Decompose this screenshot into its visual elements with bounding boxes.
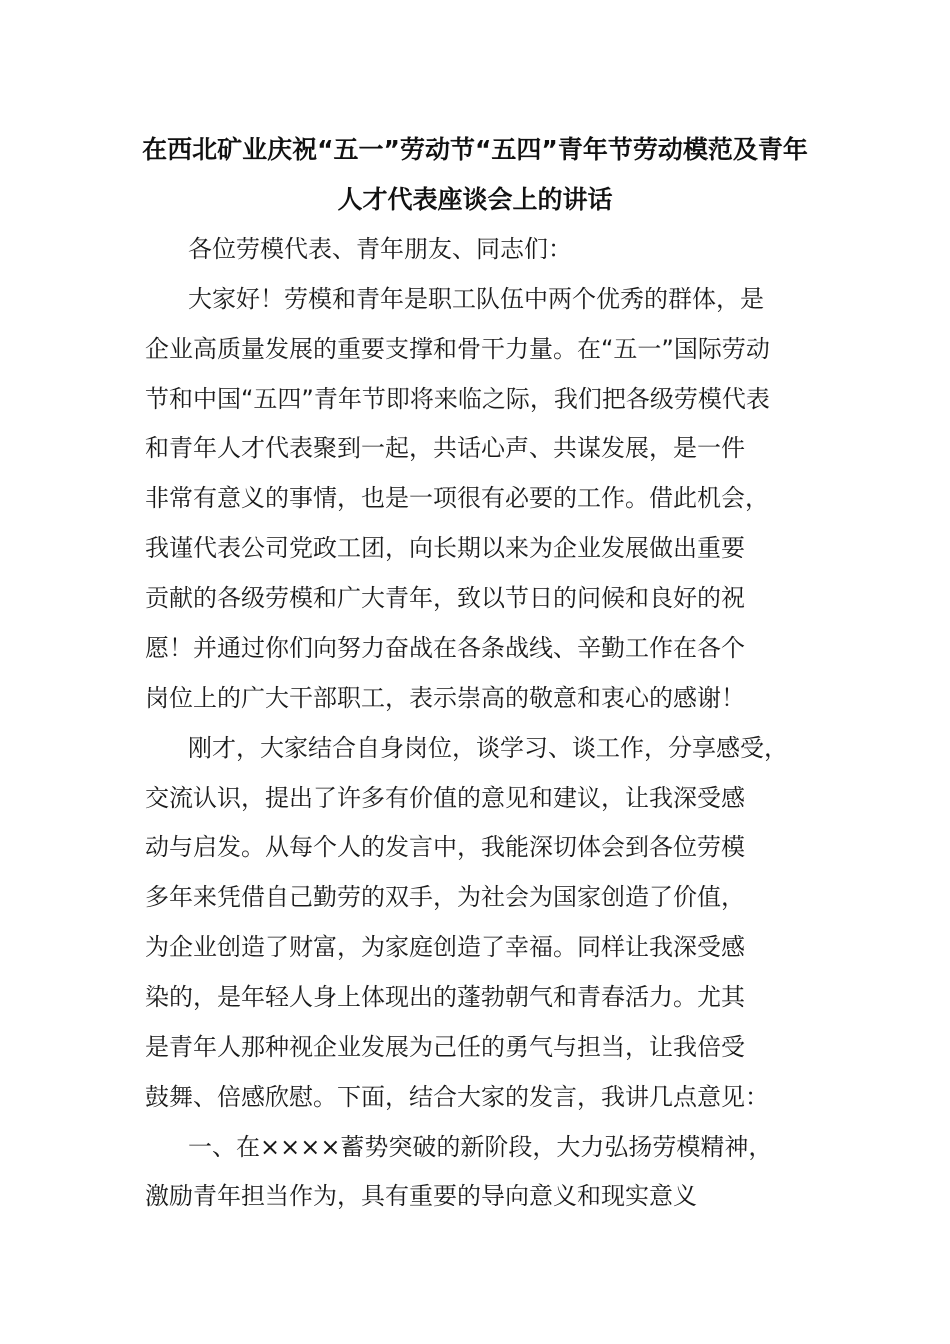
paragraph-line: 愿！并通过你们向努力奋战在各条战线、辛勤工作在各个 (145, 634, 745, 662)
paragraph-line: 是青年人那种视企业发展为己任的勇气与担当，让我倍受 (145, 1033, 745, 1061)
paragraph-line: 鼓舞、倍感欣慰。下面，结合大家的发言，我讲几点意见： (145, 1083, 769, 1111)
paragraph-line: 动与启发。从每个人的发言中，我能深切体会到各位劳模 (145, 833, 745, 861)
paragraph-line: 和青年人才代表聚到一起，共话心声、共谋发展，是一件 (145, 434, 745, 462)
section-heading-line: 激励青年担当作为，具有重要的导向意义和现实意义 (145, 1182, 697, 1210)
paragraph-line: 企业高质量发展的重要支撑和骨干力量。在“五一”国际劳动 (145, 335, 770, 363)
paragraph-line: 我谨代表公司党政工团，向长期以来为企业发展做出重要 (145, 534, 745, 562)
paragraph-line: 为企业创造了财富，为家庭创造了幸福。同样让我深受感 (145, 933, 745, 961)
paragraph-line: 节和中国“五四”青年节即将来临之际，我们把各级劳模代表 (145, 385, 770, 413)
paragraph-line: 刚才，大家结合自身岗位，谈学习、谈工作，分享感受， (188, 734, 788, 762)
paragraph-line: 非常有意义的事情，也是一项很有必要的工作。借此机会， (145, 484, 769, 512)
paragraph-line: 大家好！劳模和青年是职工队伍中两个优秀的群体，是 (188, 285, 764, 313)
paragraph-line: 岗位上的广大干部职工，表示崇高的敬意和衷心的感谢！ (145, 684, 745, 712)
paragraph-line: 交流认识，提出了许多有价值的意见和建议，让我深受感 (145, 784, 745, 812)
salutation: 各位劳模代表、青年朋友、同志们： (188, 235, 572, 263)
paragraph-line: 贡献的各级劳模和广大青年，致以节日的问候和良好的祝 (145, 584, 745, 612)
paragraph-line: 多年来凭借自己勤劳的双手，为社会为国家创造了价值， (145, 883, 745, 911)
title-line-1: 在西北矿业庆祝“五一”劳动节“五四”青年节劳动模范及青年 (142, 135, 808, 164)
title-line-2: 人才代表座谈会上的讲话 (337, 185, 613, 214)
paragraph-line: 染的，是年轻人身上体现出的蓬勃朝气和青春活力。尤其 (145, 983, 745, 1011)
section-heading-line: 一、在××××蓄势突破的新阶段，大力弘扬劳模精神， (188, 1133, 773, 1161)
